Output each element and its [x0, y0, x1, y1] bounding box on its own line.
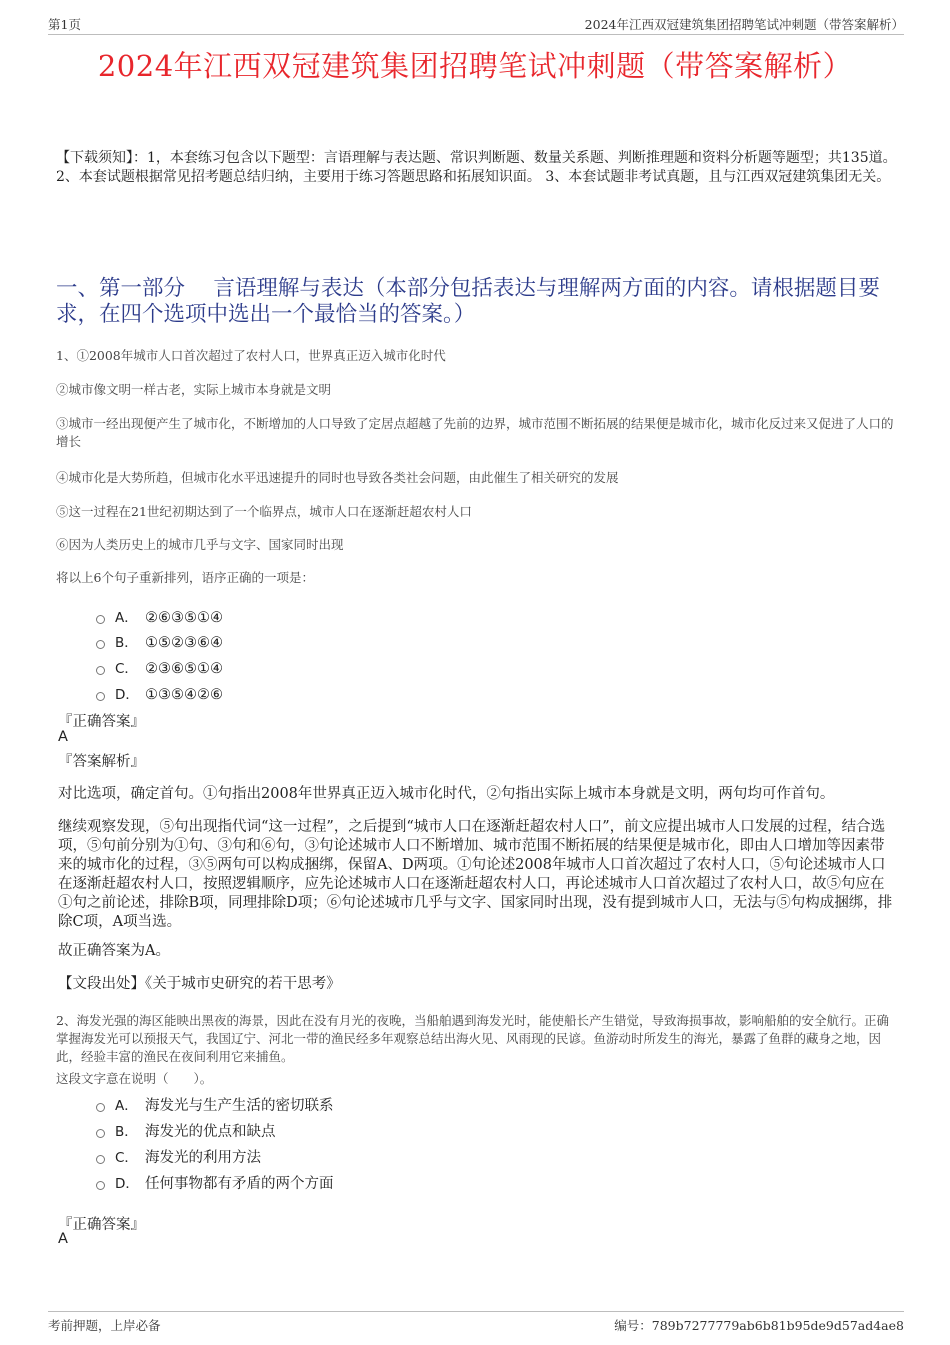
radio-icon[interactable] [96, 1155, 105, 1164]
q2-question: 这段文字意在说明（ ）。 [56, 1071, 213, 1086]
q1-analysis-paragraph: 对比选项，确定首句。①句指出2008年世界真正迈入城市化时代，②句指出实际上城市本身就是文明，两句均可作首句。 [58, 786, 835, 802]
q1-source: 【文段出处】《关于城市史研究的若干思考》 [58, 976, 341, 992]
document-title: 2024年江西双冠建筑集团招聘笔试冲刺题（带答案解析） [97, 49, 853, 83]
q1-answer-label: 『正确答案』 [58, 714, 145, 730]
download-notice: 【下载须知】：1，本套练习包含以下题型：言语理解与表达题、常识判断题、数量关系题、判断推理题和资料分析题等题型；共135道。 2、本套试题根据常见招考题总结归纳，主要用于练习答题思路和拓展知识面。 3、本套试题非考试真题，且与江西双冠建筑集团无关。 [56, 150, 897, 185]
q2-option-d[interactable]: D． 任何事物都有矛盾的两个方面 [96, 1172, 334, 1193]
q1-analysis-paragraph: 继续观察发现，⑤句出现指代词“这一过程”，之后提到“城市人口在逐渐赶超农村人口”，前文应提出城市人口发展的过程，结合选项，⑤句前分别为①句、③句和⑥句，③句论述城市人口不断增加、城市范围不断拓展的结果便是城市化，即由人口增加等因素带来的城市化的过程，③⑤两句可以构成捆绑，保留A、D两项。①句论述2008年城市人口首次超过了农村人口，⑤句论述城市人口在逐渐赶超农村人口，按照逻辑顺序，应先论述城市人口在逐渐赶超农村人口，再论述城市人口首次超过了农村人口，故⑤句应在①句之前论述，排除B项，同理排除D项；⑥句论述城市几乎与文字、国家同时出现，没有提到城市人口，无法与⑤句构成捆绑，排除C项，A项当选。 [58, 819, 893, 930]
radio-icon[interactable] [96, 615, 105, 624]
radio-icon[interactable] [96, 1103, 105, 1112]
q1-option-b[interactable]: B． ①⑤②③⑥④ [96, 631, 223, 651]
q2-answer: A [58, 1231, 68, 1247]
q2-stem: 2、海发光强的海区能映出黑夜的海景，因此在没有月光的夜晚，当船舶遇到海发光时，能使船长产生错觉，导致海损事故，影响船舶的安全航行。正确掌握海发光可以预报天气，我国辽宁、河北一带的渔民经多年观察总结出海火见、风雨现的民谚。鱼游动时所发生的海光，暴露了鱼群的藏身之地，因此，经验丰富的渔民在夜间利用它来捕鱼。 [56, 1013, 889, 1064]
q1-stem-line: ⑤这一过程在21世纪初期达到了一个临界点，城市人口在逐渐赶超农村人口 [56, 504, 472, 519]
radio-icon[interactable] [96, 1129, 105, 1138]
q1-option-c[interactable]: C． ②③⑥⑤①④ [96, 657, 223, 677]
radio-icon[interactable] [96, 666, 105, 675]
footer-serial: 编号：789b7277779ab6b81b95de9d57ad4ae8 [614, 1318, 904, 1333]
q1-stem-line: ③城市一经出现便产生了城市化，不断增加的人口导致了定居点超越了先前的边界，城市范围不断拓展的结果便是城市化，城市化反过来又促进了人口的增长 [56, 416, 894, 449]
q1-stem-line: ②城市像文明一样古老，实际上城市本身就是文明 [56, 382, 332, 397]
radio-icon[interactable] [96, 692, 105, 701]
q2-answer-label: 『正确答案』 [58, 1217, 145, 1233]
page-footer [48, 1311, 904, 1336]
radio-icon[interactable] [96, 1181, 105, 1190]
q1-answer: A [58, 729, 68, 745]
section-title: 一、第一部分 言语理解与表达（本部分包括表达与理解两方面的内容。请根据题目要求，在四个选项中选出一个最恰当的答案。） [56, 276, 880, 327]
page-header [48, 12, 904, 35]
footer-slogan: 考前押题，上岸必备 [48, 1318, 161, 1333]
radio-icon[interactable] [96, 640, 105, 649]
q1-analysis-conclusion: 故正确答案为A。 [58, 943, 170, 959]
q2-option-a[interactable]: A． 海发光与生产生活的密切联系 [96, 1094, 334, 1115]
q1-option-d[interactable]: D． ①③⑤④②⑥ [96, 683, 223, 703]
q2-option-b[interactable]: B． 海发光的优点和缺点 [96, 1120, 276, 1141]
q1-analysis-label: 『答案解析』 [58, 754, 145, 770]
q1-stem-line: 1、①2008年城市人口首次超过了农村人口，世界真正迈入城市化时代 [56, 348, 446, 363]
header-doc-title: 2024年江西双冠建筑集团招聘笔试冲刺题（带答案解析） [584, 17, 904, 32]
q1-stem-line: ⑥因为人类历史上的城市几乎与文字、国家同时出现 [56, 537, 344, 552]
q1-question: 将以上6个句子重新排列，语序正确的一项是： [56, 570, 314, 585]
q2-option-c[interactable]: C． 海发光的利用方法 [96, 1146, 261, 1167]
q1-option-a[interactable]: A． ②⑥③⑤①④ [96, 606, 223, 626]
q1-stem-line: ④城市化是大势所趋，但城市化水平迅速提升的同时也导致各类社会问题，由此催生了相关研究的发展 [56, 470, 619, 485]
page-number: 第1页 [48, 17, 81, 32]
